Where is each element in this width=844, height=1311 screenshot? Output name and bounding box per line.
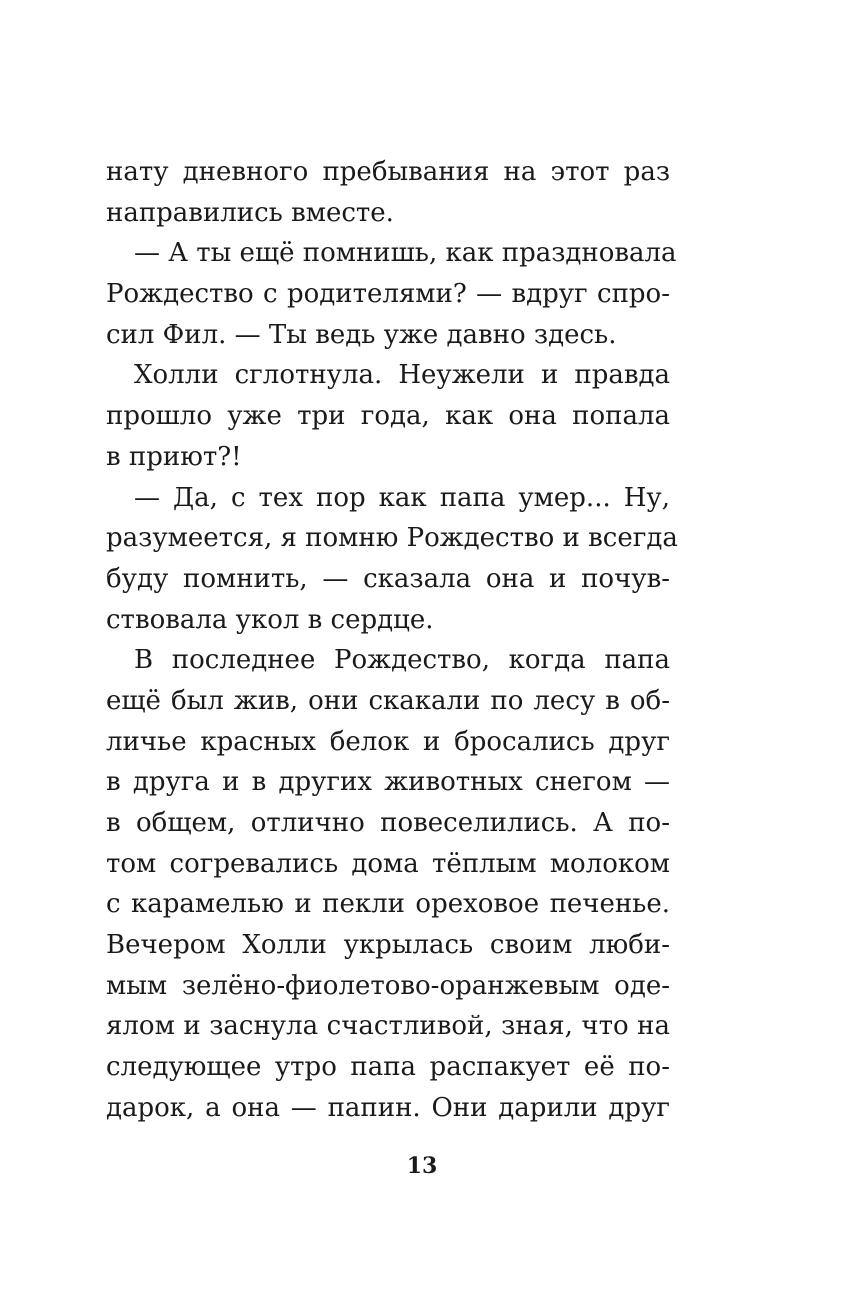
body-text	[106, 152, 678, 1129]
text-line: личье красных белок и бросались друг	[106, 726, 670, 757]
text-line: в общем, отлично повеселились. А по-	[106, 808, 670, 838]
text-line: — А ты ещё помнишь, как праздновала	[134, 238, 677, 269]
text-line: дарок, а она — папин. Они дарили друг	[106, 1092, 670, 1123]
text-line: прошло уже три года, как она попала	[106, 401, 670, 432]
page-number: 13	[406, 1153, 438, 1179]
text-line: ствовала укол в сердце.	[106, 604, 434, 635]
text-line: ялом и заснула счастливой, зная, что на	[106, 1011, 670, 1042]
text-line: Рождество с родителями? — вдруг спро-	[106, 279, 670, 310]
text-line: в приют?!	[106, 441, 242, 472]
text-line: В последнее Рождество, когда папа	[134, 645, 670, 676]
text-line: ещё был жив, они скакали по лесу в об-	[106, 685, 670, 716]
text-line: направились вместе.	[106, 197, 394, 228]
text-line: Вечером Холли укрылась своим люби-	[106, 930, 670, 961]
text-line: Холли сглотнула. Неужели и правда	[134, 360, 670, 391]
text-line: — Да, с тех пор как папа умер... Ну,	[134, 482, 670, 513]
text-line: буду помнить, — сказала она и почув-	[106, 563, 670, 594]
text-line: следующее утро папа распакует её по-	[106, 1052, 670, 1083]
text-line: нату дневного пребывания на этот раз	[106, 157, 670, 187]
text-line: сил Фил. — Ты ведь уже давно здесь.	[106, 319, 617, 350]
text-line: том согревались дома тёплым молоком	[106, 848, 670, 879]
text-line: с карамелью и пекли ореховое печенье.	[106, 889, 670, 920]
text-line: разумеется, я помню Рождество и всегда	[106, 523, 678, 554]
text-line: в друга и в других животных снегом —	[106, 767, 670, 798]
text-line: мым зелёно-фиолетово-оранжевым оде-	[106, 970, 670, 1001]
